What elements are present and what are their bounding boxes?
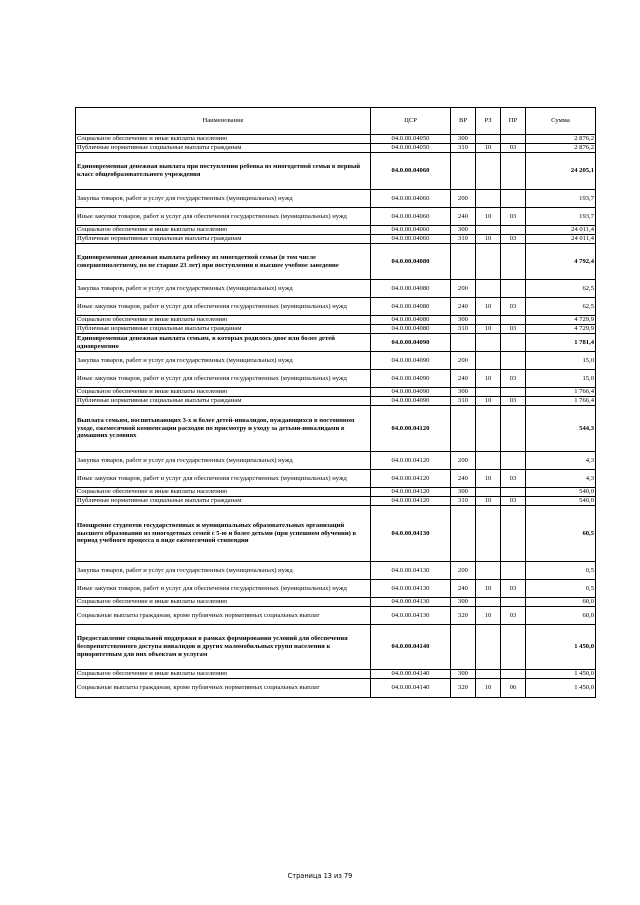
table-row	[76, 226, 596, 235]
cell-sum: 60,0	[526, 598, 596, 607]
cell-name: Закупка товаров, работ и услуг для государственных (муниципальных) нужд	[76, 280, 371, 298]
cell-csr: 04.0.00.04130	[371, 607, 451, 625]
cell-pr	[501, 280, 526, 298]
cell-vr: 200	[451, 352, 476, 370]
cell-rz	[476, 388, 501, 397]
cell-csr: 04.0.00.04050	[371, 144, 451, 153]
cell-vr: 200	[451, 452, 476, 470]
budget-table	[75, 107, 596, 698]
page-number: Страница 13 из 79	[287, 872, 353, 880]
cell-vr: 200	[451, 190, 476, 208]
table-row	[76, 334, 596, 352]
cell-vr	[451, 625, 476, 670]
cell-sum: 4,3	[526, 452, 596, 470]
cell-sum: 4 729,9	[526, 325, 596, 334]
cell-vr: 310	[451, 497, 476, 506]
cell-rz: 10	[476, 208, 501, 226]
cell-name: Социальное обеспечение и иные выплаты населению	[76, 316, 371, 325]
cell-csr: 04.0.00.04090	[371, 397, 451, 406]
cell-vr: 300	[451, 598, 476, 607]
cell-pr	[501, 488, 526, 497]
cell-vr: 240	[451, 208, 476, 226]
cell-pr: 03	[501, 470, 526, 488]
cell-name: Закупка товаров, работ и услуг для государственных (муниципальных) нужд	[76, 190, 371, 208]
cell-vr: 310	[451, 325, 476, 334]
cell-name: Иные закупки товаров, работ и услуг для обеспечения государственных (муниципальных) нужд	[76, 580, 371, 598]
cell-pr	[501, 506, 526, 562]
cell-csr: 04.0.00.04130	[371, 506, 451, 562]
cell-pr	[501, 388, 526, 397]
cell-vr: 200	[451, 280, 476, 298]
cell-rz	[476, 135, 501, 144]
cell-pr: 03	[501, 298, 526, 316]
cell-pr	[501, 153, 526, 190]
cell-sum: 0,5	[526, 562, 596, 580]
table-row	[76, 325, 596, 334]
cell-vr: 240	[451, 470, 476, 488]
cell-name: Социальное обеспечение и иные выплаты населению	[76, 670, 371, 679]
cell-sum: 1 450,0	[526, 679, 596, 698]
cell-csr: 04.0.00.04090	[371, 388, 451, 397]
cell-sum: 15,0	[526, 370, 596, 388]
table-row	[76, 144, 596, 153]
table-body	[76, 135, 596, 698]
cell-rz	[476, 506, 501, 562]
cell-pr	[501, 452, 526, 470]
cell-csr: 04.0.00.04060	[371, 235, 451, 244]
cell-pr	[501, 244, 526, 280]
cell-rz	[476, 226, 501, 235]
table-row	[76, 235, 596, 244]
cell-name: Социальные выплаты гражданам, кроме публичных нормативных социальных выплат	[76, 607, 371, 625]
cell-name: Социальное обеспечение и иные выплаты населению	[76, 226, 371, 235]
cell-pr: 03	[501, 397, 526, 406]
cell-name: Предоставление социальной поддержки в рамках формирования условий для обеспечения беспрепятственного доступа инвалидов и других маломобильных групп населения к приоритетным для них объектам и услугам	[76, 625, 371, 670]
cell-rz	[476, 190, 501, 208]
cell-pr	[501, 670, 526, 679]
cell-vr	[451, 506, 476, 562]
table-row	[76, 670, 596, 679]
cell-sum: 4,3	[526, 470, 596, 488]
cell-vr: 310	[451, 235, 476, 244]
table-row	[76, 625, 596, 670]
cell-rz	[476, 452, 501, 470]
cell-pr	[501, 334, 526, 352]
cell-rz: 10	[476, 235, 501, 244]
table-row	[76, 370, 596, 388]
cell-rz: 10	[476, 298, 501, 316]
cell-name: Публичные нормативные социальные выплаты гражданам	[76, 497, 371, 506]
cell-sum: 4 729,9	[526, 316, 596, 325]
table-row	[76, 452, 596, 470]
table-row	[76, 280, 596, 298]
cell-csr: 04.0.00.04140	[371, 625, 451, 670]
cell-csr: 04.0.00.04060	[371, 208, 451, 226]
cell-pr: 03	[501, 370, 526, 388]
cell-sum: 540,0	[526, 497, 596, 506]
cell-name: Иные закупки товаров, работ и услуг для обеспечения государственных (муниципальных) нужд	[76, 370, 371, 388]
cell-csr: 04.0.00.04130	[371, 580, 451, 598]
cell-rz: 10	[476, 679, 501, 698]
cell-csr: 04.0.00.04140	[371, 670, 451, 679]
cell-rz	[476, 316, 501, 325]
cell-csr: 04.0.00.04090	[371, 334, 451, 352]
cell-vr: 300	[451, 316, 476, 325]
cell-name: Единовременная денежная выплата при поступлении ребенка из многодетной семьи в первый класс общеобразовательного учреждения	[76, 153, 371, 190]
cell-name: Выплата семьям, воспитывающих 3-х и более детей-инвалидов, нуждающихся в постоянном уходе, ежемесячной компенсации расходов по присмотру и уходу за детьми-инвалидами в домашних условиях	[76, 406, 371, 452]
cell-vr: 310	[451, 397, 476, 406]
cell-name: Публичные нормативные социальные выплаты гражданам	[76, 235, 371, 244]
cell-rz: 10	[476, 144, 501, 153]
cell-sum: 193,7	[526, 190, 596, 208]
table-row	[76, 135, 596, 144]
cell-name: Закупка товаров, работ и услуг для государственных (муниципальных) нужд	[76, 562, 371, 580]
cell-pr: 03	[501, 144, 526, 153]
cell-csr: 04.0.00.04120	[371, 452, 451, 470]
cell-sum: 2 876,2	[526, 135, 596, 144]
table-row	[76, 190, 596, 208]
cell-name: Единовременная денежная выплата ребенку из многодетной семьи (в том числе совершеннолетнему, но не старше 23 лет) при поступлении в высшее учебное заведение	[76, 244, 371, 280]
cell-name: Поощрение студентов государственных и муниципальных образовательных организаций высшего образования из многодетных семей с 5-ю и более детьми (при успешном обучении) в период учебного процесса в виде ежемесячной стипендии	[76, 506, 371, 562]
cell-pr	[501, 316, 526, 325]
cell-pr: 06	[501, 679, 526, 698]
cell-vr	[451, 334, 476, 352]
cell-rz	[476, 406, 501, 452]
cell-name: Публичные нормативные социальные выплаты гражданам	[76, 144, 371, 153]
header-name: Наименование	[76, 108, 371, 135]
cell-sum: 15,0	[526, 352, 596, 370]
cell-vr	[451, 153, 476, 190]
cell-csr: 04.0.00.04120	[371, 406, 451, 452]
cell-rz	[476, 153, 501, 190]
cell-vr: 240	[451, 370, 476, 388]
table-row	[76, 598, 596, 607]
cell-rz: 10	[476, 370, 501, 388]
cell-csr: 04.0.00.04080	[371, 280, 451, 298]
table-row	[76, 506, 596, 562]
cell-vr	[451, 244, 476, 280]
cell-pr	[501, 562, 526, 580]
table-row	[76, 562, 596, 580]
cell-csr: 04.0.00.04060	[371, 190, 451, 208]
table-row	[76, 397, 596, 406]
cell-sum: 540,0	[526, 488, 596, 497]
cell-vr: 240	[451, 580, 476, 598]
cell-vr: 240	[451, 298, 476, 316]
cell-csr: 04.0.00.04080	[371, 298, 451, 316]
cell-vr: 310	[451, 144, 476, 153]
cell-sum: 24 205,1	[526, 153, 596, 190]
cell-rz	[476, 244, 501, 280]
cell-rz	[476, 670, 501, 679]
cell-csr: 04.0.00.04080	[371, 325, 451, 334]
cell-csr: 04.0.00.04120	[371, 497, 451, 506]
cell-pr: 03	[501, 580, 526, 598]
cell-rz	[476, 598, 501, 607]
cell-name: Иные закупки товаров, работ и услуг для обеспечения государственных (муниципальных) нужд	[76, 208, 371, 226]
cell-csr: 04.0.00.04060	[371, 226, 451, 235]
cell-csr: 04.0.00.04130	[371, 598, 451, 607]
cell-rz: 10	[476, 397, 501, 406]
cell-pr	[501, 625, 526, 670]
header-pr: ПР	[501, 108, 526, 135]
cell-sum: 0,5	[526, 580, 596, 598]
table-row	[76, 244, 596, 280]
cell-rz: 10	[476, 325, 501, 334]
table-row	[76, 607, 596, 625]
cell-pr	[501, 598, 526, 607]
cell-sum: 62,5	[526, 280, 596, 298]
cell-pr	[501, 135, 526, 144]
cell-rz: 10	[476, 497, 501, 506]
table-row	[76, 488, 596, 497]
cell-sum: 62,5	[526, 298, 596, 316]
cell-pr: 03	[501, 235, 526, 244]
cell-vr: 300	[451, 670, 476, 679]
cell-vr: 300	[451, 226, 476, 235]
cell-csr: 04.0.00.04050	[371, 135, 451, 144]
cell-pr	[501, 190, 526, 208]
cell-vr: 200	[451, 562, 476, 580]
table-row	[76, 406, 596, 452]
table-row	[76, 679, 596, 698]
cell-sum: 1 766,4	[526, 397, 596, 406]
cell-sum: 544,3	[526, 406, 596, 452]
cell-pr: 03	[501, 208, 526, 226]
cell-rz	[476, 625, 501, 670]
cell-sum: 1 450,0	[526, 670, 596, 679]
cell-name: Иные закупки товаров, работ и услуг для обеспечения государственных (муниципальных) нужд	[76, 298, 371, 316]
table-row	[76, 497, 596, 506]
cell-name: Закупка товаров, работ и услуг для государственных (муниципальных) нужд	[76, 352, 371, 370]
cell-rz	[476, 352, 501, 370]
cell-csr: 04.0.00.04080	[371, 316, 451, 325]
cell-rz	[476, 488, 501, 497]
cell-name: Закупка товаров, работ и услуг для государственных (муниципальных) нужд	[76, 452, 371, 470]
cell-csr: 04.0.00.04090	[371, 352, 451, 370]
cell-csr: 04.0.00.04120	[371, 488, 451, 497]
table-row	[76, 388, 596, 397]
cell-vr	[451, 406, 476, 452]
cell-name: Социальное обеспечение и иные выплаты населению	[76, 388, 371, 397]
table-header-row	[76, 108, 596, 135]
cell-pr: 03	[501, 325, 526, 334]
cell-sum: 60,5	[526, 506, 596, 562]
table-row	[76, 316, 596, 325]
cell-sum: 193,7	[526, 208, 596, 226]
cell-rz	[476, 280, 501, 298]
table-row	[76, 208, 596, 226]
cell-name: Иные закупки товаров, работ и услуг для обеспечения государственных (муниципальных) нужд	[76, 470, 371, 488]
cell-vr: 300	[451, 488, 476, 497]
cell-name: Социальное обеспечение и иные выплаты населению	[76, 598, 371, 607]
cell-csr: 04.0.00.04120	[371, 470, 451, 488]
cell-rz: 10	[476, 580, 501, 598]
cell-pr	[501, 352, 526, 370]
cell-sum: 24 011,4	[526, 235, 596, 244]
cell-sum: 24 011,4	[526, 226, 596, 235]
cell-pr	[501, 406, 526, 452]
cell-vr: 320	[451, 679, 476, 698]
cell-sum: 1 781,4	[526, 334, 596, 352]
cell-sum: 4 792,4	[526, 244, 596, 280]
cell-rz: 10	[476, 607, 501, 625]
header-sum: Сумма	[526, 108, 596, 135]
cell-csr: 04.0.00.04140	[371, 679, 451, 698]
cell-pr: 03	[501, 607, 526, 625]
cell-sum: 2 876,2	[526, 144, 596, 153]
header-vr: ВР	[451, 108, 476, 135]
table-row	[76, 470, 596, 488]
cell-sum: 1 450,0	[526, 625, 596, 670]
cell-pr	[501, 226, 526, 235]
cell-csr: 04.0.00.04090	[371, 370, 451, 388]
table-row	[76, 352, 596, 370]
cell-rz: 10	[476, 470, 501, 488]
cell-pr: 03	[501, 497, 526, 506]
cell-vr: 300	[451, 135, 476, 144]
cell-rz	[476, 562, 501, 580]
header-csr: ЦСР	[371, 108, 451, 135]
cell-vr: 300	[451, 388, 476, 397]
cell-csr: 04.0.00.04080	[371, 244, 451, 280]
cell-name: Публичные нормативные социальные выплаты гражданам	[76, 397, 371, 406]
cell-name: Социальное обеспечение и иные выплаты населению	[76, 488, 371, 497]
table-row	[76, 298, 596, 316]
table-row	[76, 580, 596, 598]
header-rz: РЗ	[476, 108, 501, 135]
cell-vr: 320	[451, 607, 476, 625]
cell-name: Публичные нормативные социальные выплаты гражданам	[76, 325, 371, 334]
cell-name: Социальные выплаты гражданам, кроме публичных нормативных социальных выплат	[76, 679, 371, 698]
cell-name: Единовременная денежная выплата семьям, в которых родилось двое или более детей одновременно	[76, 334, 371, 352]
cell-csr: 04.0.00.04060	[371, 153, 451, 190]
cell-sum: 60,0	[526, 607, 596, 625]
cell-name: Социальное обеспечение и иные выплаты населению	[76, 135, 371, 144]
table-row	[76, 153, 596, 190]
cell-rz	[476, 334, 501, 352]
cell-sum: 1 766,4	[526, 388, 596, 397]
cell-csr: 04.0.00.04130	[371, 562, 451, 580]
